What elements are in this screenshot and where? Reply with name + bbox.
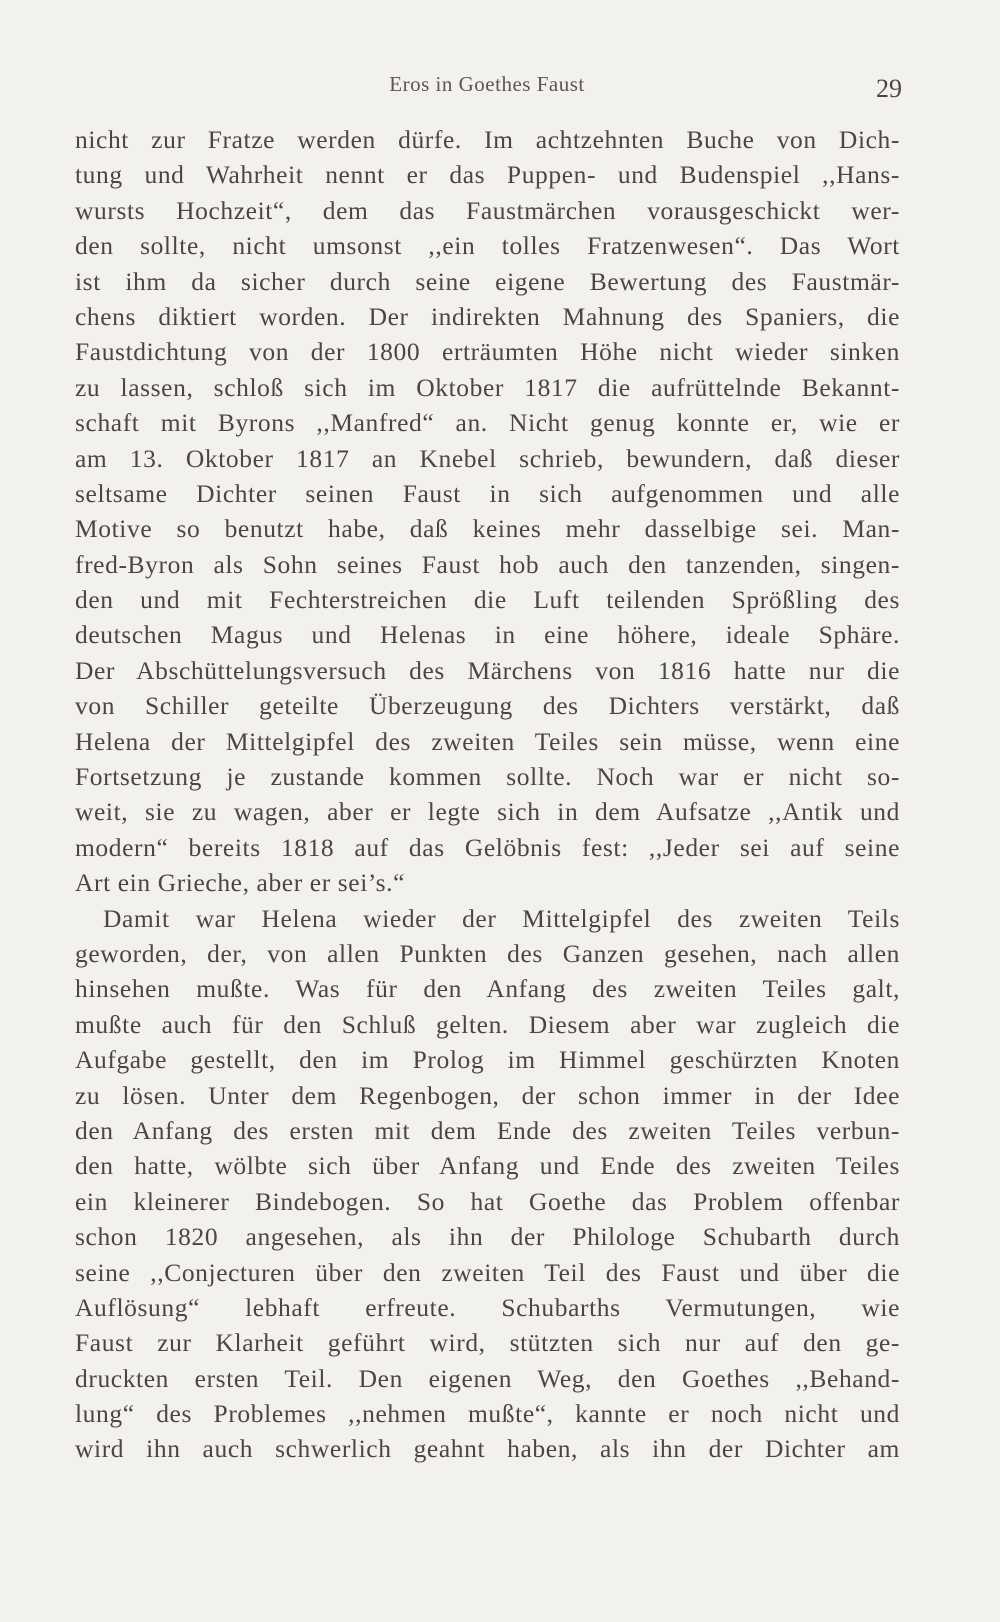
- text-line: modern“ bereits 1818 auf das Gelöbnis fest: ,,Jeder sei auf seine: [75, 832, 900, 862]
- paragraph-start-line: Damit war Helena wieder der Mittelgipfel des zweiten Teils: [103, 903, 900, 933]
- text-line: Der Abschüttelungsversuch des Märchens von 1816 hatte nur die: [75, 655, 900, 685]
- text-line: Motive so benutzt habe, daß keines mehr dasselbige sei. Man-: [75, 514, 900, 544]
- body-text: [75, 122, 900, 1467]
- text-line: ein kleinerer Bindebogen. So hat Goethe das Problem offenbar: [75, 1186, 900, 1216]
- text-line: fred-Byron als Sohn seines Faust hob auch den tanzenden, singen-: [75, 549, 900, 579]
- text-line: Fortsetzung je zustande kommen sollte. Noch war er nicht so-: [75, 762, 900, 792]
- text-line: geworden, der, von allen Punkten des Ganzen gesehen, nach allen: [75, 938, 900, 968]
- paragraph-end-line: Art ein Grieche, aber er sei’s.“: [75, 868, 406, 898]
- text-line: den und mit Fechterstreichen die Luft teilenden Sprößling des: [75, 585, 900, 615]
- text-line: den hatte, wölbte sich über Anfang und Ende des zweiten Teiles: [75, 1151, 900, 1181]
- text-line: lung“ des Problemes ,,nehmen mußte“, kannte er noch nicht und: [75, 1399, 900, 1429]
- text-line: am 13. Oktober 1817 an Knebel schrieb, bewundern, daß dieser: [75, 443, 900, 473]
- text-line: druckten ersten Teil. Den eigenen Weg, den Goethes ,,Behand-: [75, 1363, 900, 1393]
- text-line: weit, sie zu wagen, aber er legte sich in dem Aufsatze ,,Antik und: [75, 797, 900, 827]
- text-line: seltsame Dichter seinen Faust in sich aufgenommen und alle: [75, 478, 900, 508]
- text-line: wird ihn auch schwerlich geahnt haben, als ihn der Dichter am: [75, 1434, 900, 1464]
- text-line: seine ,,Conjecturen über den zweiten Teil des Faust und über die: [75, 1257, 900, 1287]
- text-line: mußte auch für den Schluß gelten. Diesem aber war zugleich die: [75, 1009, 900, 1039]
- running-title: Eros in Goethes Faust: [389, 72, 585, 96]
- text-line: Faust zur Klarheit geführt wird, stützten sich nur auf den ge-: [75, 1328, 900, 1358]
- text-line: den Anfang des ersten mit dem Ende des zweiten Teiles verbun-: [75, 1115, 900, 1145]
- text-line: wursts Hochzeit“, dem das Faustmärchen vorausgeschickt wer-: [75, 195, 900, 225]
- text-line: tung und Wahrheit nennt er das Puppen- und Budenspiel ,,Hans-: [75, 160, 900, 190]
- text-line: zu lösen. Unter dem Regenbogen, der schon immer in der Idee: [75, 1080, 900, 1110]
- text-line: schon 1820 angesehen, als ihn der Philologe Schubarth durch: [75, 1222, 900, 1252]
- text-line: nicht zur Fratze werden dürfe. Im achtzehnten Buche von Dich-: [75, 125, 900, 154]
- text-line: ist ihm da sicher durch seine eigene Bewertung des Faustmär-: [75, 266, 900, 296]
- text-line: zu lassen, schloß sich im Oktober 1817 die aufrüttelnde Bekannt-: [75, 372, 900, 402]
- page-number: 29: [876, 74, 902, 103]
- text-line: hinsehen mußte. Was für den Anfang des zweiten Teiles galt,: [75, 974, 900, 1004]
- text-line: Faustdichtung von der 1800 erträumten Höhe nicht wieder sinken: [75, 337, 900, 367]
- page-header: [72, 72, 902, 108]
- text-line: von Schiller geteilte Überzeugung des Dichters verstärkt, daß: [75, 691, 900, 721]
- text-line: schaft mit Byrons ,,Manfred“ an. Nicht genug konnte er, wie er: [75, 408, 900, 438]
- text-line: chens diktiert worden. Der indirekten Mahnung des Spaniers, die: [75, 301, 900, 331]
- text-line: Aufgabe gestellt, den im Prolog im Himmel geschürzten Knoten: [75, 1045, 900, 1075]
- text-line: deutschen Magus und Helenas in eine höhere, ideale Sphäre.: [75, 620, 900, 650]
- text-line: Helena der Mittelgipfel des zweiten Teiles sein müsse, wenn eine: [75, 726, 900, 756]
- text-line: Auflösung“ lebhaft erfreute. Schubarths Vermutungen, wie: [75, 1292, 900, 1322]
- text-line: den sollte, nicht umsonst ,,ein tolles Fratzenwesen“. Das Wort: [75, 231, 900, 261]
